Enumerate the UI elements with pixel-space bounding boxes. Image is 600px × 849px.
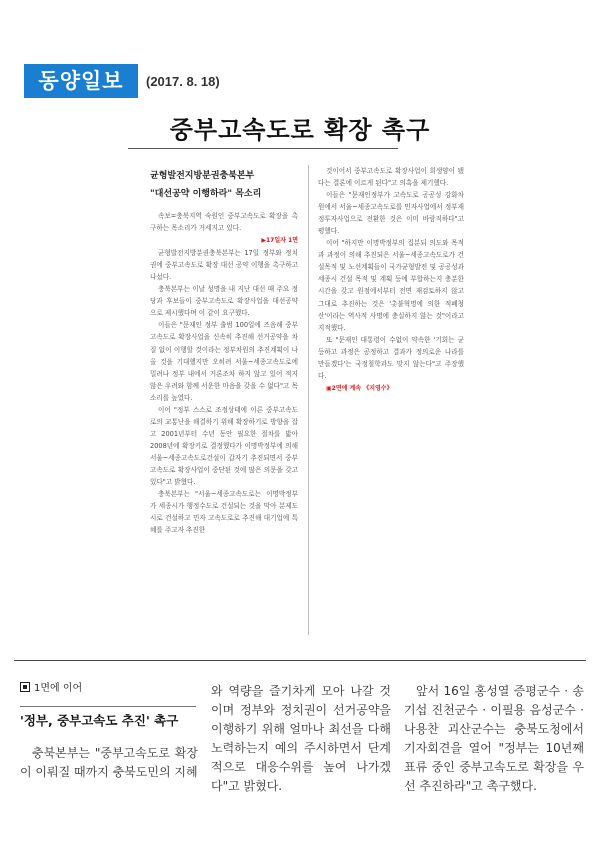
continued-note: [318, 382, 464, 395]
paragraph: 충북본부는 "서울~세종고속도로는 이명박정부가 세종시가 행정수도로 건설되는 것을 막아 분제도시로 건설하고 민자 고속도로로 추진해 대기업에 특혜를 주고자 추진한: [150, 490, 298, 535]
column-divider: [308, 165, 309, 635]
reference-text: ▶17일자 1면: [261, 237, 298, 245]
continuation-column-1: [20, 744, 198, 782]
continuation-headline: '정부, 중부고속도 추진' 촉구: [20, 706, 196, 735]
paragraph: 와 역량을 즐기차게 모아 나갈 것이며 정부와 정치권이 선거공약을 이행하기 위해 얼마나 최선을 다해 노력하는지 예의 주시하면서 단계적으로 대응수위를 높여 나가겠다"고 밝혔다.: [211, 684, 391, 793]
paragraph: 앞서 16일 홍성열 증평군수 · 송기섭 진천군수 · 이필용 음성군수 · 나용찬 괴산군수는 충북도청에서 기자회견을 열어 "정부는 10년째 표류 중인 중부고속도로 확장을 우선 추진하라"고 촉구했다.: [404, 684, 584, 793]
publication-date: (2017. 8. 18): [146, 74, 220, 89]
paragraph: 이어 "하지만 이명박정부의 집분되 의도와 목적과 과정이 의해 추진되은 서울~세종고속도로가 건설목적 및 노선계획들이 국가균형발전 및 공공성과 세종시 건설 목적 및 계획 등에 부합하는지 충분한 시간을 갖고 원점에서부터 전면 재검토하지 않고 그대로 추진하는 것은 '촛불혁명에 의한 적폐청산'이라는 역사적 사명에 충실하지 않는 것"이라고 지적했다.: [318, 239, 464, 332]
headline-divider: [128, 148, 398, 149]
paragraph: 속보=충북지역 숙원인 중부고속도로 확장을 촉구하는 목소리가 거세지고 있다.: [150, 212, 298, 233]
continuation-column-2: [211, 682, 391, 796]
square-bullet-icon: [20, 682, 30, 692]
section-divider: [14, 660, 586, 661]
continuation-label-text: 1면에 이어: [34, 683, 83, 694]
continuation-column-3: [404, 682, 584, 796]
paragraph: 이어 "정부 스스로 조정상태에 이른 중부고속도로의 교통난을 해결하기 위해 확장하기로 방향을 잡고 2001년부터 수년 동안 필요한 절차를 밟아 2008년에 확장키로 결정했다가 이명박정부에 의해 서울~세종고속도로건설이 갑자기 추진되면서 중부고속도로 확장사업이 중단된 것에 많은 의문을 갖고 있다"고 밝혔다.: [150, 405, 298, 487]
paragraph: 충북본부는 이날 성명을 내 지난 대선 때 주요 정당과 후보들이 중부고속도로 확장사업을 대선공약으로 제시했다며 이 같이 요구했다.: [150, 285, 298, 318]
paragraph: 이들은 "문재인 정부 출범 100일에 즈음해 중부고속도로 확장사업을 신속히 추진해 선거공약을 차질 없이 이행할 것이라는 정부차원의 추진계획이 나올 것을 기대했지만 오히려 서울~세종고속도로에 밀려나 정부 내에서 거론조차 하지 않고 있어 적지 않은 우려와 함께 서운한 마음을 갖을 수 없다"고 목소리를 높였다.: [150, 321, 298, 402]
continued-text: ▣2면에 계속 《지영수》: [326, 384, 393, 392]
paragraph: 균형발전지방분권충북본부는 17일 정부와 정치권에 중부고속도로 확장 대선 공약 이행을 촉구하고 나섰다.: [150, 249, 298, 282]
newspaper-masthead: 동양일보: [24, 64, 138, 98]
article-column-right: [318, 165, 464, 395]
subheadline-secondary: "대선공약 이행하라" 목소리: [150, 189, 262, 199]
paragraph: 또 "문재인 대통령이 수없이 약속한 '기회는 균등하고 과정은 공정하고 결과가 정의로운 나라를 만들겠다'는 국정철학과도 맞지 않는다"고 주장했다.: [318, 335, 464, 380]
subheadline-primary: 균형발전지방분권충북본부: [150, 171, 255, 181]
continuation-label: [20, 679, 82, 694]
paragraph: 것이어서 중부고속도로 확장사업이 희생양이 됐다는 결론에 이르게 된다"고 의혹을 제기했다.: [318, 167, 464, 188]
page-reference: [150, 234, 298, 247]
article-column-left: [150, 210, 298, 536]
paragraph: 이들은 "문재인정부가 고속도로 공공성 강화차원에서 서울~세종고속도로를 민자사업에서 정부재정투자사업으로 전환한 것은 이미 바람직하다"고 평했다.: [318, 191, 464, 236]
paragraph: 충북본부는 "중부고속도로 확장이 이뤄질 때까지 충북도민의 지혜: [20, 746, 198, 779]
article-headline: 중부고속도로 확장 촉구: [169, 115, 431, 144]
